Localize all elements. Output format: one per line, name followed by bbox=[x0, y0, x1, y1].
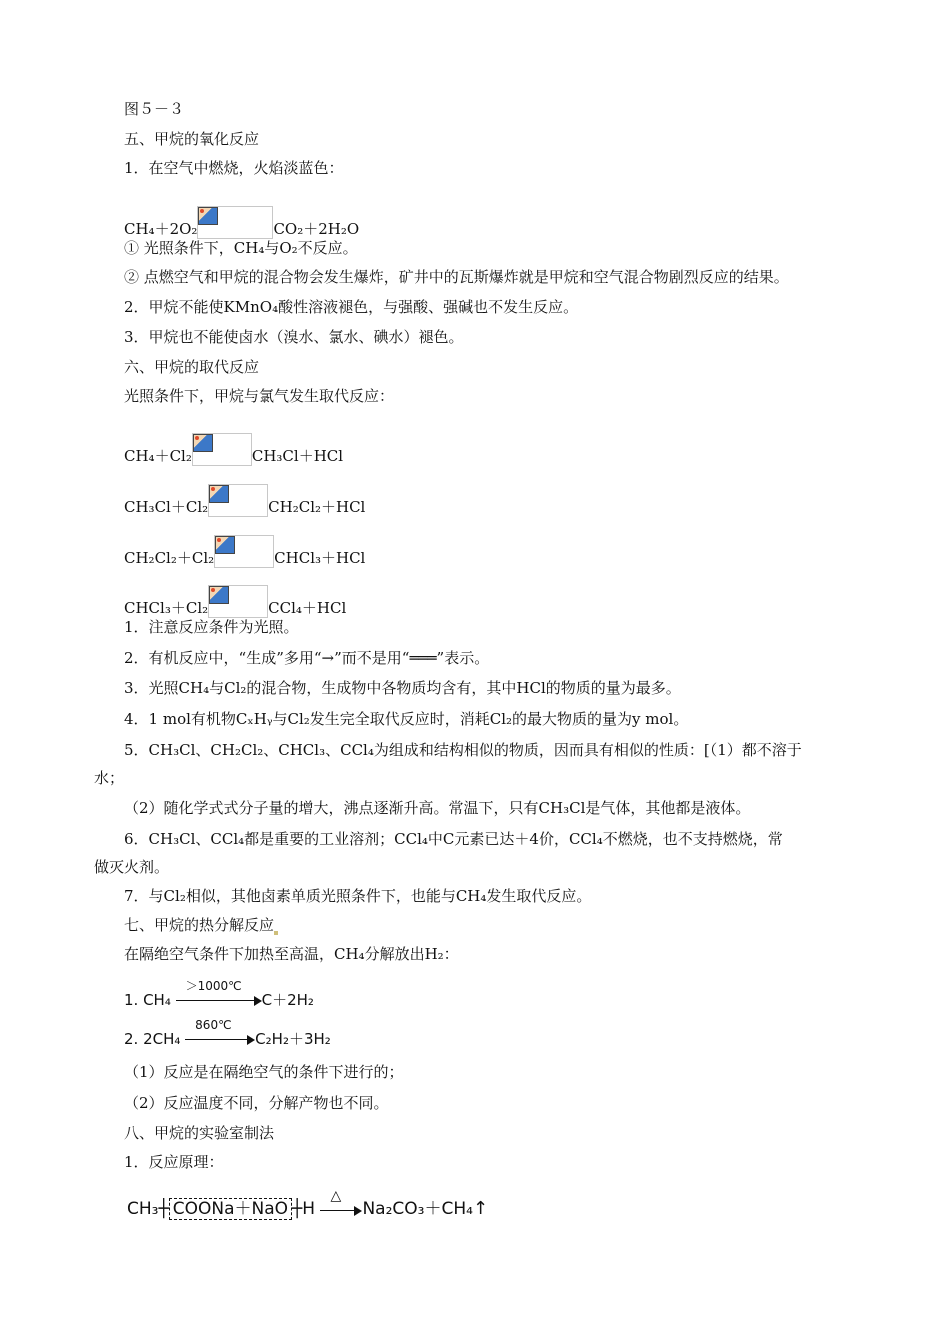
reaction-condition: ＞1000℃ bbox=[185, 979, 242, 993]
equation-reactant-ch3: CH₃ bbox=[127, 1199, 159, 1219]
arrow-shaft bbox=[320, 1210, 356, 1211]
equation-left: CH₄＋2O₂ bbox=[124, 220, 198, 238]
sec7-note-1: （1）反应是在隔绝空气的条件下进行的； bbox=[124, 1063, 404, 1081]
sec6-point: 3．光照CH₄与Cl₂的混合物，生成物中各物质均含有，其中HCl的物质的量为最多。 bbox=[124, 679, 681, 697]
sec6-point: 6．CH₃Cl、CCl₄都是重要的工业溶剂；CCl₄中C元素已达＋4价，CCl₄不燃烧，也不支持燃烧，常 bbox=[124, 830, 783, 848]
image-placeholder bbox=[214, 535, 274, 568]
sec6-intro: 光照条件下，甲烷与氯气发生取代反应： bbox=[124, 387, 395, 405]
sec6-point: （2）随化学式式分子量的增大，沸点逐渐升高。常温下，只有CH₃Cl是气体，其他都是液体。 bbox=[124, 799, 751, 817]
combustion-equation bbox=[124, 206, 359, 239]
substitution-reaction bbox=[124, 484, 365, 517]
equation-left: CHCl₃＋Cl₂ bbox=[124, 599, 209, 617]
bond-break-mark: ┼ bbox=[292, 1199, 303, 1219]
sec6-point: 4．1 mol有机物CₓHᵧ与Cl₂发生完全取代反应时，消耗Cl₂的最大物质的量为y mol。 bbox=[124, 710, 689, 728]
equation-left: CH₄＋Cl₂ bbox=[124, 447, 192, 465]
figure-caption: 图５－３ bbox=[124, 100, 185, 118]
sec5-note-2: ② 点燃空气和甲烷的混合物会发生爆炸，矿井中的瓦斯爆炸就是甲烷和空气混合物剧烈反应的结果。 bbox=[124, 268, 789, 286]
sec6-point-continuation: 水； bbox=[94, 769, 125, 787]
gas-up-arrow-icon: ↑ bbox=[472, 1198, 489, 1219]
arrow-shaft bbox=[176, 1000, 256, 1001]
pyrolysis-equation-2 bbox=[124, 1018, 331, 1049]
equation-right: CO₂＋2H₂O bbox=[273, 220, 360, 238]
reaction-arrow bbox=[176, 979, 262, 1010]
section-7-title-text: 七、甲烷的热分解反应 bbox=[124, 916, 275, 934]
reaction-arrow bbox=[320, 1188, 362, 1220]
equation-right: C₂H₂＋3H₂ bbox=[255, 1030, 331, 1048]
lab-preparation-equation bbox=[127, 1188, 489, 1220]
sec5-item-3: 3．甲烷也不能使卤水（溴水、氯水、碘水）褪色。 bbox=[124, 328, 464, 346]
broken-image-icon bbox=[215, 536, 235, 554]
arrow-shaft bbox=[185, 1039, 249, 1040]
broken-image-icon bbox=[193, 434, 213, 452]
reaction-arrow bbox=[185, 1018, 255, 1049]
sec6-point-continuation: 做灭火剂。 bbox=[94, 858, 170, 876]
sec5-note-1: ① 光照条件下，CH₄与O₂不反应。 bbox=[124, 239, 358, 257]
broken-image-icon bbox=[198, 207, 218, 225]
equation-left: 1. CH₄ bbox=[124, 991, 171, 1009]
equation-reactant-h: H bbox=[302, 1199, 316, 1219]
section-8-title: 八、甲烷的实验室制法 bbox=[124, 1124, 275, 1142]
substitution-reaction bbox=[124, 535, 365, 568]
sec5-item-2: 2．甲烷不能使KMnO₄酸性溶液褪色，与强酸、强碱也不发生反应。 bbox=[124, 298, 579, 316]
equation-right: C＋2H₂ bbox=[261, 991, 314, 1009]
broken-image-icon bbox=[209, 586, 229, 604]
sec6-point: 7．与Cl₂相似，其他卤素单质光照条件下，也能与CH₄发生取代反应。 bbox=[124, 887, 592, 905]
sec8-item-1: 1．反应原理： bbox=[124, 1153, 224, 1171]
section-6-title: 六、甲烷的取代反应 bbox=[124, 358, 260, 376]
image-placeholder bbox=[197, 206, 273, 239]
equation-right: CCl₄＋HCl bbox=[268, 599, 347, 617]
bond-break-mark: ┼ bbox=[158, 1199, 169, 1219]
reaction-condition: 860℃ bbox=[195, 1018, 232, 1032]
substitution-reaction bbox=[124, 433, 343, 466]
sec6-point: 5．CH₃Cl、CH₂Cl₂、CHCl₃、CCl₄为组成和结构相似的物质，因而具有相似的性质：[（1）都不溶于 bbox=[124, 741, 802, 759]
dashed-box: COONa＋NaO bbox=[169, 1198, 292, 1220]
arrow-head-icon bbox=[254, 996, 262, 1006]
equation-left: CH₃Cl＋Cl₂ bbox=[124, 498, 209, 516]
equation-right: CHCl₃＋HCl bbox=[274, 549, 366, 567]
equation-right: CH₃Cl＋HCl bbox=[251, 447, 344, 465]
pyrolysis-equation-1 bbox=[124, 979, 314, 1010]
sec7-note-2: （2）反应温度不同，分解产物也不同。 bbox=[124, 1094, 389, 1112]
sec5-item-1: 1．在空气中燃烧，火焰淡蓝色： bbox=[124, 159, 344, 177]
section-7-title bbox=[124, 915, 278, 935]
sec6-point: 2．有机反应中，“生成”多用“→”而不是用“═══”表示。 bbox=[124, 649, 490, 667]
image-placeholder bbox=[208, 585, 268, 618]
image-placeholder bbox=[192, 433, 252, 466]
annotation-mark bbox=[274, 931, 278, 935]
heat-condition: △ bbox=[330, 1188, 342, 1204]
image-placeholder bbox=[208, 484, 268, 517]
sec6-point: 1．注意反应条件为光照。 bbox=[124, 618, 299, 636]
equation-right: CH₂Cl₂＋HCl bbox=[268, 498, 366, 516]
arrow-head-icon bbox=[247, 1035, 255, 1045]
equation-right: Na₂CO₃＋CH₄ bbox=[362, 1199, 473, 1219]
section-5-title: 五、甲烷的氧化反应 bbox=[124, 130, 260, 148]
equation-left: 2. 2CH₄ bbox=[124, 1030, 181, 1048]
substitution-reaction bbox=[124, 585, 346, 618]
equation-left: CH₂Cl₂＋Cl₂ bbox=[124, 549, 215, 567]
broken-image-icon bbox=[209, 485, 229, 503]
sec7-intro: 在隔绝空气条件下加热至高温，CH₄分解放出H₂： bbox=[124, 945, 459, 963]
arrow-head-icon bbox=[354, 1206, 362, 1216]
